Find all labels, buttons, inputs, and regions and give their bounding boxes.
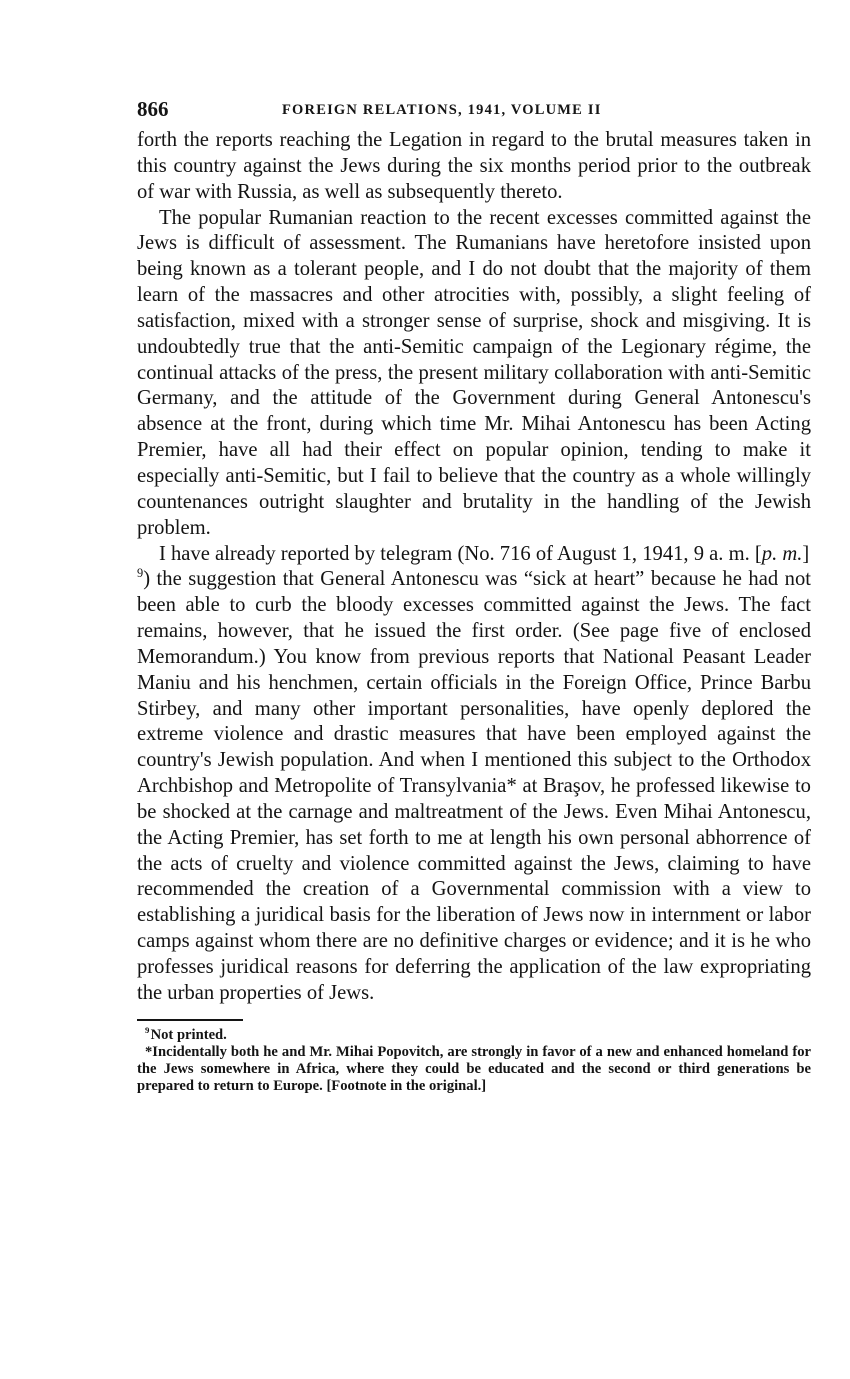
paragraph-3 xyxy=(137,542,811,1007)
paragraph-1: forth the reports reaching the Legation in regard to the brutal measures taken in this country against the Jews during the six months period prior to the outbreak of war with Russia, as well as subsequently thereto. xyxy=(137,129,811,203)
footnotes xyxy=(137,1024,811,1095)
footnote-reference-9: 9 xyxy=(137,566,144,581)
paragraph-3-part-1: I have already reported by telegram (No. 716 of August 1, 1941, 9 a. m. [ xyxy=(159,542,762,565)
page-number: 866 xyxy=(137,97,169,121)
paragraph-3-bracket-close: ] xyxy=(802,542,810,565)
paragraph-3-italic-correction: p. m. xyxy=(761,542,803,565)
footnote-reference-star: * xyxy=(506,775,517,798)
footnote-9-text: Not printed. xyxy=(150,1026,227,1043)
paragraph-2: The popular Rumanian reaction to the recent excesses committed against the Jews is difficult of assessment. The Rumanians have heretofore insisted upon being known as a tolerant people, and I do not doubt that the majority of them learn of the massacres and other atrocities with, possibly, a slight feeling of satisfaction, mixed with a stronger sense of surprise, shock and misgiving. It is undoubtedly true that the anti-Semitic campaign of the Legionary régime, the continual attacks of the press, the present military collaboration with anti-Semitic Germany, and the attitude of the Government during General Antonescu's absence at the front, during which time Mr. Mihai Antonescu has been Acting Premier, have all had their effect on popular opinion, tending to make it especially anti-Semitic, but I fail to believe that the country as a whole willingly countenances outright slaughter and brutality in the handling of the Jewish problem. xyxy=(137,206,811,539)
paragraph-3-part-3: at Braşov, he professed likewise to be shocked at the carnage and maltreatment of the Jews. Even Mihai Antonescu, the Acting Premier, has set forth to me at length his own personal abhorrence of the acts of cruelty and violence committed against the Jews, claiming to have recommended the creation of a Governmental commission with a view to establishing a juridical basis for the liberation of Jews now in internment or labor camps against whom there are no definitive charges or evidence; and it is he who professes juridical reasons for deferring the application of the law expropriating the urban properties of Jews. xyxy=(137,775,811,1004)
running-header xyxy=(137,96,811,128)
footnote-9 xyxy=(137,1024,811,1044)
paragraph-3-part-2: ) the suggestion that General Antonescu was “sick at heart” because he had not been able to curb the bloody excesses committed against the Jews. The fact remains, however, that he issued the first order. (See page five of enclosed Memorandum.) You know from previous reports that National Peasant Leader Maniu and his henchmen, certain officials in the Foreign Office, Prince Barbu Stirbey, and many other important personalities, have openly deplored the extreme violence and drastic measures that have been employed against the country's Jewish population. And when I mentioned this subject to the Orthodox Archbishop and Metropolite of Transylvania xyxy=(137,568,811,798)
footnote-star: *Incidentally both he and Mr. Mihai Popovitch, are strongly in favor of a new and enhanced homeland for the Jews somewhere in Africa, where they could be educated and the second or third generations be prepared to return to Europe. [Footnote in the original.] xyxy=(137,1043,811,1094)
document-page xyxy=(137,96,811,1095)
body-text xyxy=(137,128,811,1007)
running-title: FOREIGN RELATIONS, 1941, VOLUME II xyxy=(282,102,602,118)
footnote-divider xyxy=(137,1019,243,1021)
footnote-9-marker: 9 xyxy=(145,1024,150,1035)
